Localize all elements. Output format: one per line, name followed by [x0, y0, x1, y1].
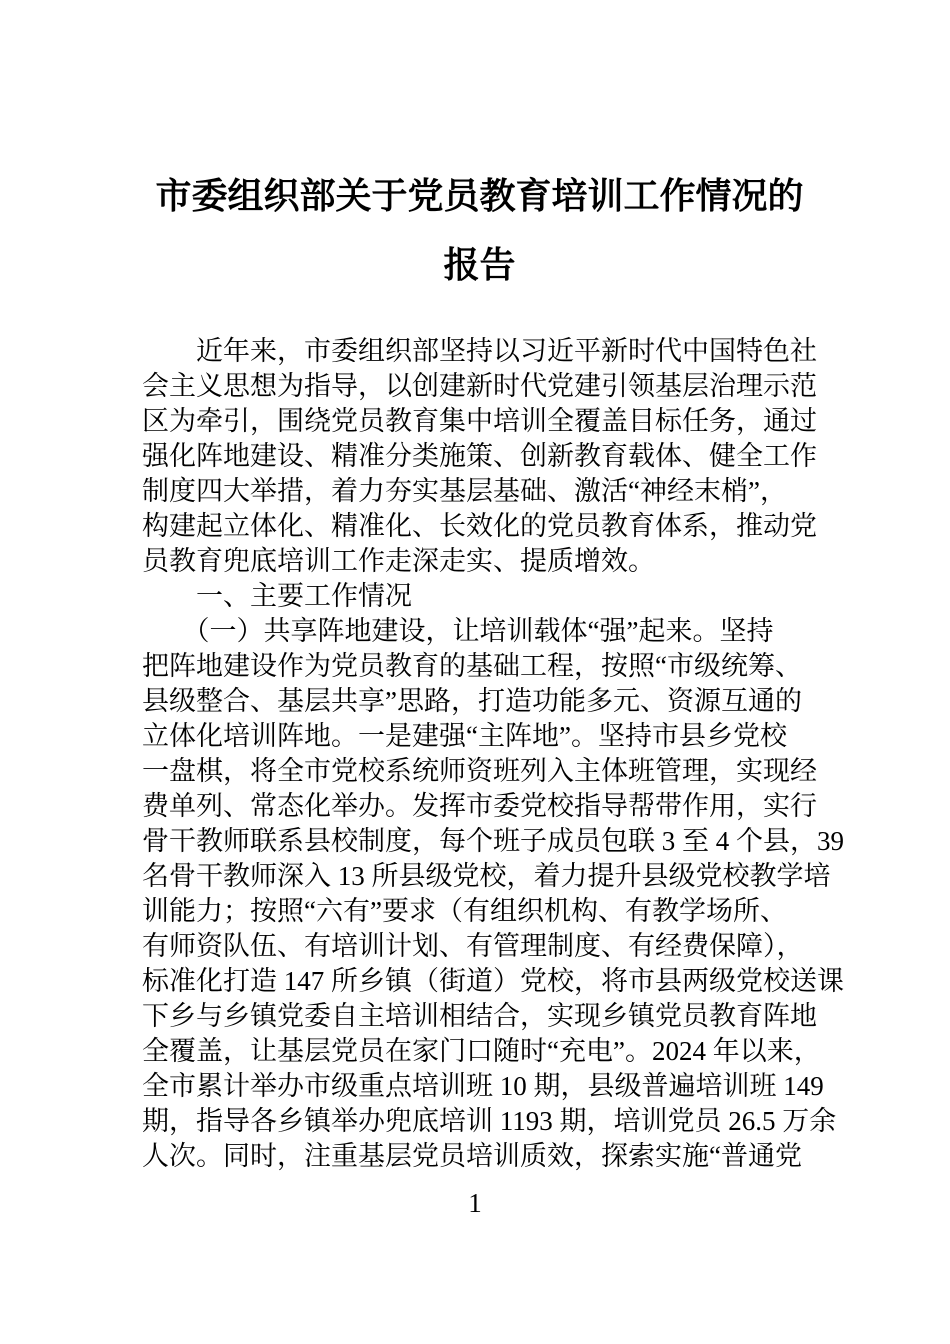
document-body: [142, 334, 844, 1174]
text-line: 县级整合、基层共享”思路，打造功能多元、资源互通的: [142, 686, 802, 716]
text-line: 近年来，市委组织部坚持以习近平新时代中国特色社: [142, 336, 817, 366]
section-heading-1: [142, 579, 817, 614]
text-line: 人次。同时，注重基层党员培训质效，探索实施“普通党: [142, 1141, 802, 1171]
text-line: 骨干教师联系县校制度，每个班子成员包联 3 至 4 个县，39: [142, 826, 844, 856]
text-line: 强化阵地建设、精准分类施策、创新教育载体、健全工作: [142, 441, 817, 471]
text-line: 构建起立体化、精准化、长效化的党员教育体系，推动党: [142, 511, 817, 541]
section-1-paragraph: [142, 614, 844, 1174]
text-line: 期，指导各乡镇举办兜底培训 1193 期，培训党员 26.5 万余: [142, 1106, 837, 1136]
text-line: 员教育兜底培训工作走深走实、提质增效。: [142, 546, 655, 576]
text-line: 会主义思想为指导，以创建新时代党建引领基层治理示范: [142, 371, 817, 401]
page-number: 1: [468, 1188, 482, 1218]
text-line: 制度四大举措，着力夯实基层基础、激活“神经末梢”，: [142, 476, 787, 506]
text-line: 标准化打造 147 所乡镇（街道）党校，将市县两级党校送课: [142, 966, 844, 996]
text-line: 立体化培训阵地。一是建强“主阵地”。坚持市县乡党校: [142, 721, 787, 751]
text-line: 费单列、常态化举办。发挥市委党校指导帮带作用，实行: [142, 791, 817, 821]
text-line: 全覆盖，让基层党员在家门口随时“充电”。2024 年以来，: [142, 1036, 821, 1066]
intro-paragraph: [142, 334, 817, 579]
text-line: 一盘棋，将全市党校系统师资班列入主体班管理，实现经: [142, 756, 817, 786]
text-line: 区为牵引，围绕党员教育集中培训全覆盖目标任务，通过: [142, 406, 817, 436]
text-line: 一、主要工作情况: [142, 581, 412, 611]
text-line: 训能力；按照“六有”要求（有组织机构、有教学场所、: [142, 896, 787, 926]
text-line: 全市累计举办市级重点培训班 10 期，县级普遍培训班 149: [142, 1071, 824, 1101]
title-line-1: 市委组织部关于党员教育培训工作情况的: [155, 175, 804, 216]
text-line: 下乡与乡镇党委自主培训相结合，实现乡镇党员教育阵地: [142, 1001, 817, 1031]
text-line: 有师资队伍、有培训计划、有管理制度、有经费保障），: [142, 931, 804, 961]
text-line: 名骨干教师深入 13 所县级党校，着力提升县级党校教学培: [142, 861, 831, 891]
document-title: [142, 161, 817, 299]
page-footer: [0, 1186, 950, 1221]
text-line: （一）共享阵地建设，让培训载体“强”起来。坚持: [142, 616, 774, 646]
title-line-2: 报告: [443, 244, 516, 285]
text-line: 把阵地建设作为党员教育的基础工程，按照“市级统筹、: [142, 651, 802, 681]
